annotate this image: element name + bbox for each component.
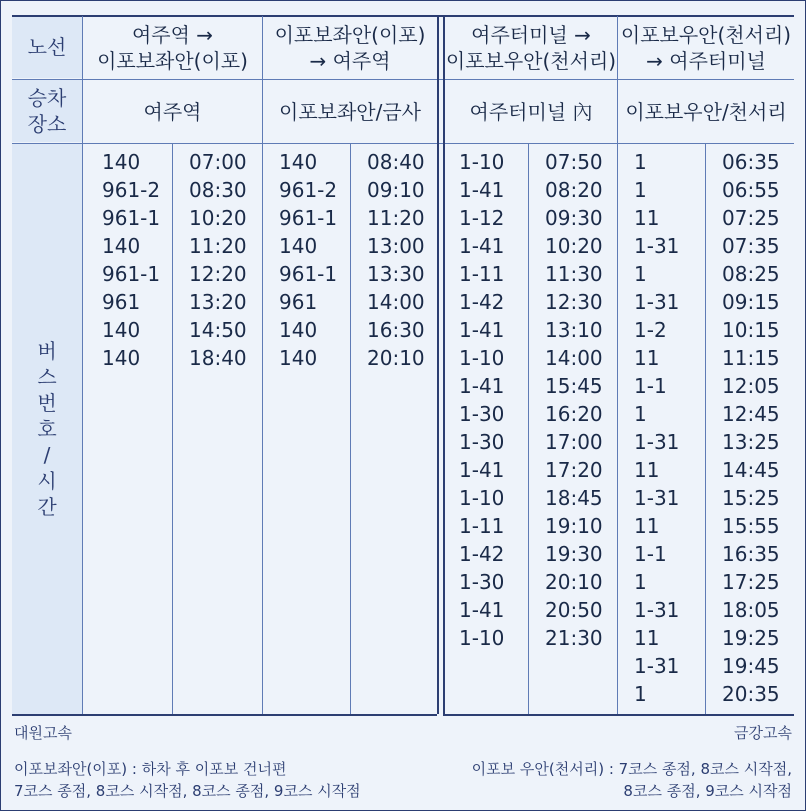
route-header-2: 이포보좌안(이포) → 여주역 xyxy=(274,22,426,73)
departure-time: 18:40 xyxy=(189,346,247,370)
bus-number: 140 xyxy=(279,234,318,258)
departure-time: 20:10 xyxy=(545,570,603,594)
departure-time: 06:55 xyxy=(722,178,780,202)
bus-number: 961-2 xyxy=(102,178,161,202)
bus-number: 961 xyxy=(102,290,141,314)
company-left: 대원고속 xyxy=(14,724,72,742)
bus-number: 1-31 xyxy=(634,430,680,454)
departure-time: 08:30 xyxy=(189,178,247,202)
time-list-2 xyxy=(367,148,425,372)
bus-list-2 xyxy=(279,148,337,372)
bus-number: 961-1 xyxy=(279,262,338,286)
stop-header-3: 여주터미널 內 xyxy=(469,99,593,124)
stop-header-4: 이포보우안/천서리 xyxy=(625,99,787,124)
time-list-3 xyxy=(545,148,603,652)
bus-number: 1-31 xyxy=(634,234,680,258)
departure-time: 13:25 xyxy=(722,430,780,454)
right-note-line-2: 8코스 종점, 9코스 시작점 xyxy=(623,782,792,800)
departure-time: 12:30 xyxy=(545,290,603,314)
stop-header-1: 여주역 xyxy=(143,99,202,124)
bus-list-4 xyxy=(634,148,679,708)
bus-number: 140 xyxy=(279,346,318,370)
departure-time: 08:25 xyxy=(722,262,780,286)
departure-time: 19:45 xyxy=(722,654,780,678)
departure-time: 13:20 xyxy=(189,290,247,314)
departure-time: 14:00 xyxy=(545,346,603,370)
bus-number: 1 xyxy=(634,682,647,706)
departure-time: 19:25 xyxy=(722,626,780,650)
bus-number: 1-10 xyxy=(459,486,505,510)
bus-number: 1-41 xyxy=(459,458,505,482)
bus-number: 1-42 xyxy=(459,290,505,314)
bottom-border-right xyxy=(443,714,794,716)
departure-time: 07:00 xyxy=(189,150,247,174)
bus-time-label: 버스 번호 / 시간 xyxy=(12,144,82,714)
bus-number: 140 xyxy=(102,346,141,370)
departure-time: 19:30 xyxy=(545,542,603,566)
departure-time: 15:55 xyxy=(722,514,780,538)
departure-time: 09:30 xyxy=(545,206,603,230)
subcol-divider-2 xyxy=(350,144,351,714)
bus-number: 1-41 xyxy=(459,598,505,622)
departure-time: 12:20 xyxy=(189,262,247,286)
bus-number: 1-30 xyxy=(459,570,505,594)
departure-time: 12:05 xyxy=(722,374,780,398)
stop-header-2: 이포보좌안/금사 xyxy=(279,99,421,124)
bus-number: 11 xyxy=(634,346,660,370)
stop-divider xyxy=(12,143,794,144)
bus-number: 1-10 xyxy=(459,346,505,370)
bus-number: 11 xyxy=(634,626,660,650)
bus-list-3 xyxy=(459,148,504,652)
departure-time: 14:00 xyxy=(367,290,425,314)
bus-number: 1-41 xyxy=(459,234,505,258)
bus-number: 1-2 xyxy=(634,318,667,342)
subcol-divider-3 xyxy=(528,144,529,714)
departure-time: 13:10 xyxy=(545,318,603,342)
bus-number: 1-11 xyxy=(459,514,505,538)
right-note-line-1: 이포보 우안(천서리) : 7코스 종점, 8코스 시작점, xyxy=(471,760,792,778)
company-right: 금강고속 xyxy=(734,724,792,742)
departure-time: 10:20 xyxy=(545,234,603,258)
departure-time: 11:30 xyxy=(545,262,603,286)
departure-time: 13:00 xyxy=(367,234,425,258)
time-list-4 xyxy=(722,148,780,708)
departure-time: 21:30 xyxy=(545,626,603,650)
bus-number: 1 xyxy=(634,262,647,286)
departure-time: 07:25 xyxy=(722,206,780,230)
bus-number: 1 xyxy=(634,178,647,202)
bus-number: 140 xyxy=(102,234,141,258)
departure-time: 09:15 xyxy=(722,290,780,314)
departure-time: 20:35 xyxy=(722,682,780,706)
departure-time: 15:25 xyxy=(722,486,780,510)
stop-label: 승차 장소 xyxy=(12,80,82,142)
col-divider-company xyxy=(437,16,439,714)
route-label: 노선 xyxy=(12,16,82,78)
bus-number: 1 xyxy=(634,150,647,174)
bus-number: 1-41 xyxy=(459,178,505,202)
departure-time: 11:20 xyxy=(189,234,247,258)
subcol-divider-4 xyxy=(705,144,706,714)
left-note-line-2: 7코스 종점, 8코스 시작점, 8코스 종점, 9코스 시작점 xyxy=(14,782,361,800)
bus-number: 1-1 xyxy=(634,542,667,566)
bus-number: 140 xyxy=(102,318,141,342)
departure-time: 16:20 xyxy=(545,402,603,426)
departure-time: 10:15 xyxy=(722,318,780,342)
bottom-border-left xyxy=(12,714,437,716)
bus-number: 1 xyxy=(634,570,647,594)
departure-time: 17:20 xyxy=(545,458,603,482)
departure-time: 06:35 xyxy=(722,150,780,174)
bus-number: 140 xyxy=(279,318,318,342)
bus-number: 1-11 xyxy=(459,262,505,286)
departure-time: 15:45 xyxy=(545,374,603,398)
bus-number: 140 xyxy=(102,150,141,174)
departure-time: 16:35 xyxy=(722,542,780,566)
departure-time: 14:45 xyxy=(722,458,780,482)
route-header-3: 여주터미널 → 이포보우안(천서리) xyxy=(445,22,617,73)
departure-time: 08:40 xyxy=(367,150,425,174)
departure-time: 14:50 xyxy=(189,318,247,342)
bus-number: 961-1 xyxy=(102,206,161,230)
bus-number: 1-30 xyxy=(459,430,505,454)
departure-time: 11:20 xyxy=(367,206,425,230)
route-header-4: 이포보우안(천서리) → 여주터미널 xyxy=(620,22,792,73)
departure-time: 08:20 xyxy=(545,178,603,202)
bus-number: 961-1 xyxy=(102,262,161,286)
bus-number: 961 xyxy=(279,290,318,314)
departure-time: 10:20 xyxy=(189,206,247,230)
departure-time: 17:00 xyxy=(545,430,603,454)
bus-number: 1-31 xyxy=(634,290,680,314)
bus-list-1 xyxy=(102,148,160,372)
bus-number: 1-41 xyxy=(459,374,505,398)
bus-number: 1-10 xyxy=(459,150,505,174)
bus-number: 961-2 xyxy=(279,178,338,202)
departure-time: 18:45 xyxy=(545,486,603,510)
bus-number: 1 xyxy=(634,402,647,426)
bus-number: 1-30 xyxy=(459,402,505,426)
bus-number: 1-41 xyxy=(459,318,505,342)
departure-time: 09:10 xyxy=(367,178,425,202)
departure-time: 07:50 xyxy=(545,150,603,174)
bus-number: 1-31 xyxy=(634,654,680,678)
departure-time: 16:30 xyxy=(367,318,425,342)
bus-number: 1-12 xyxy=(459,206,505,230)
bus-number: 961-1 xyxy=(279,206,338,230)
left-note-line-1: 이포보좌안(이포) : 하차 후 이포보 건너편 xyxy=(14,760,287,778)
departure-time: 11:15 xyxy=(722,346,780,370)
bus-number: 1-1 xyxy=(634,374,667,398)
subcol-divider-1 xyxy=(172,144,173,714)
departure-time: 20:50 xyxy=(545,598,603,622)
bus-number: 11 xyxy=(634,458,660,482)
departure-time: 20:10 xyxy=(367,346,425,370)
route-header-1: 여주역 → 이포보좌안(이포) xyxy=(97,22,248,73)
departure-time: 17:25 xyxy=(722,570,780,594)
bus-number: 11 xyxy=(634,206,660,230)
bus-number: 1-31 xyxy=(634,598,680,622)
departure-time: 07:35 xyxy=(722,234,780,258)
bus-number: 1-42 xyxy=(459,542,505,566)
time-list-1 xyxy=(189,148,247,372)
departure-time: 19:10 xyxy=(545,514,603,538)
departure-time: 18:05 xyxy=(722,598,780,622)
departure-time: 13:30 xyxy=(367,262,425,286)
bus-number: 1-31 xyxy=(634,486,680,510)
bus-number: 11 xyxy=(634,514,660,538)
bus-number: 140 xyxy=(279,150,318,174)
departure-time: 12:45 xyxy=(722,402,780,426)
bus-number: 1-10 xyxy=(459,626,505,650)
